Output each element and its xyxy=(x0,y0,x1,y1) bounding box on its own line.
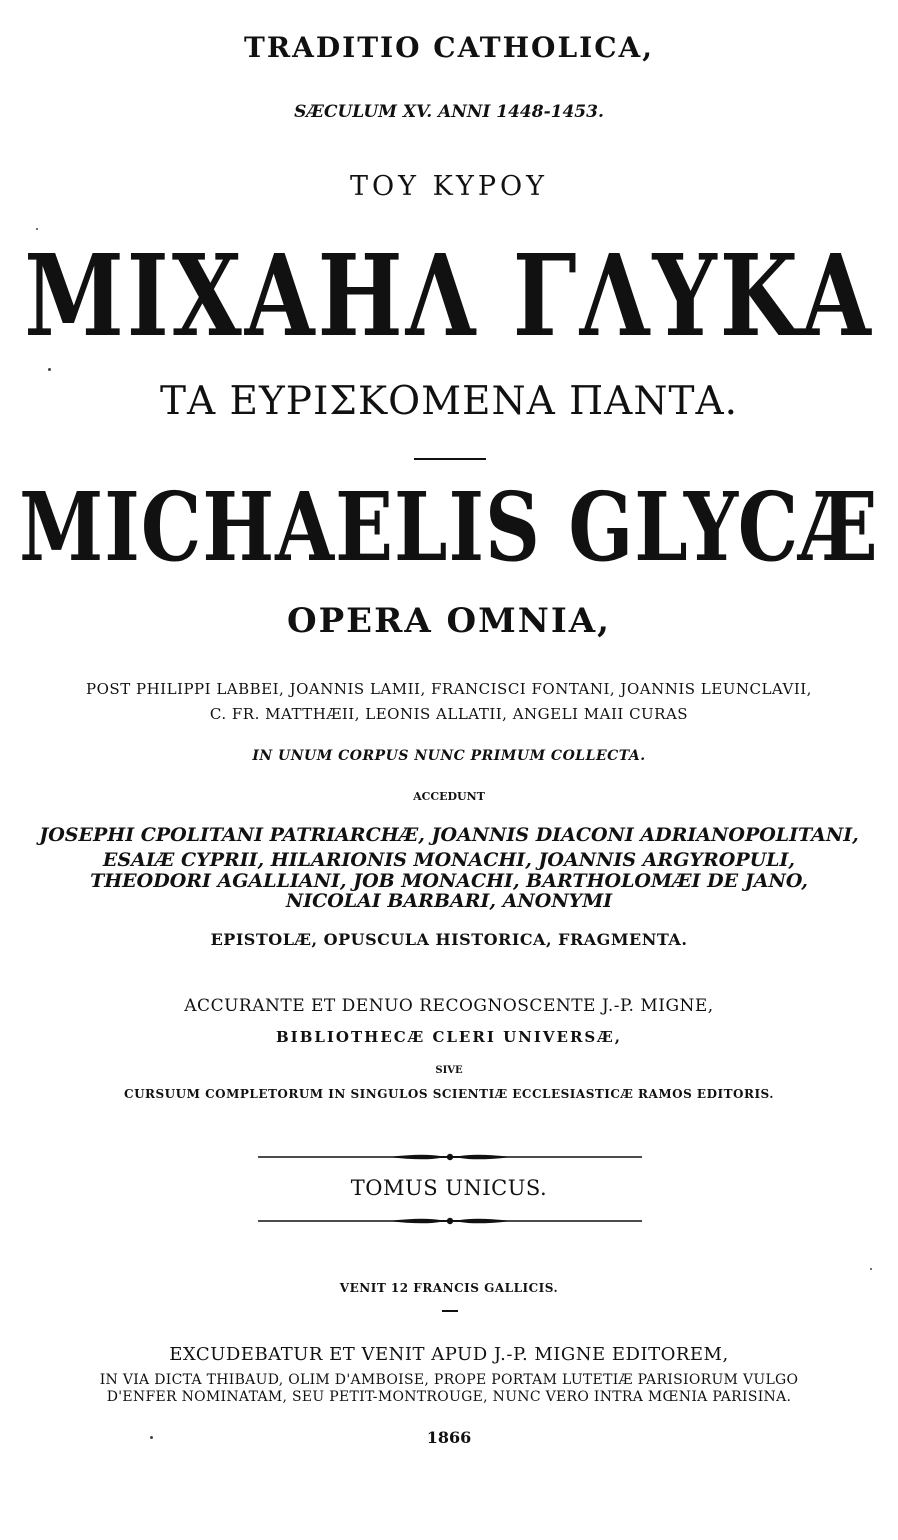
short-rule-divider xyxy=(414,458,486,460)
price-line: VENIT 12 FRANCIS GALLICIS. xyxy=(339,1281,559,1295)
cursuum-line: CURSUUM COMPLETORUM IN SINGULOS SCIENTIÆ ECCLESIASTICÆ RAMOS EDITORIS. xyxy=(124,1087,774,1101)
address-line-2: D'ENFER NOMINATAM, SEU PETIT-MONTROUGE, NUNC VERO INTRA MŒNIA PARISINA. xyxy=(106,1389,792,1405)
publication-year: 1866 xyxy=(426,1428,472,1447)
editors-line-2: C. FR. MATTHÆII, LEONIS ALLATII, ANGELI MAII CURAS xyxy=(209,705,689,723)
greek-author-name: ΜΙΧΑΗΛ ΓΛΥΚΑ xyxy=(24,230,874,363)
opera-omnia-heading: OPERA OMNIA, xyxy=(286,601,612,641)
address-line-1: IN VIA DICTA THIBAUD, OLIM D'AMBOISE, PROPE PORTAM LUTETIÆ PARISIORUM VULGO xyxy=(99,1372,799,1388)
bibliotheca-line: BIBLIOTHECÆ CLERI UNIVERSÆ, xyxy=(276,1028,622,1046)
accedunt-label: ACCEDUNT xyxy=(413,790,485,803)
excudebatur-line: EXCUDEBATUR ET VENIT APUD J.-P. MIGNE EDITOREM, xyxy=(169,1344,729,1365)
accedunt-authors-line-3: THEODORI AGALLIANI, JOB MONACHI, BARTHOLOMÆI DE JANO, xyxy=(90,870,808,892)
ornamental-rule-bottom xyxy=(258,1214,642,1228)
accedunt-authors-line-2: ESAIÆ CYPRII, HILARIONIS MONACHI, JOANNIS ARGYROPULI, xyxy=(102,849,796,871)
collected-line: IN UNUM CORPUS NUNC PRIMUM COLLECTA. xyxy=(252,748,646,764)
paper-speck xyxy=(48,368,51,371)
contents-line: EPISTOLÆ, OPUSCULA HISTORICA, FRAGMENTA. xyxy=(210,930,688,949)
tomus-line: TOMUS UNICUS. xyxy=(350,1176,548,1200)
accedunt-authors-line-4: NICOLAI BARBARI, ANONYMI xyxy=(285,890,613,912)
greek-article: TOY KYPOY xyxy=(350,171,548,202)
paper-speck xyxy=(150,1436,153,1439)
paper-speck xyxy=(36,228,38,230)
greek-works-line: ΤΑ ΕΥΡΙΣΚΟΜΕΝΑ ΠΑΝΤΑ. xyxy=(159,379,739,424)
ornamental-rule-top xyxy=(258,1150,642,1164)
collection-title: TRADITIO CATHOLICA, xyxy=(244,31,654,64)
editors-line-1: POST PHILIPPI LABBEI, JOANNIS LAMII, FRANCISCI FONTANI, JOANNIS LEUNCLAVII, xyxy=(86,680,812,698)
saeculum-line: SÆCULUM XV. ANNI 1448-1453. xyxy=(294,102,604,122)
short-dash-divider xyxy=(442,1310,458,1312)
latin-author-name: MICHAELIS GLYCÆ xyxy=(19,471,879,583)
sive-line: SIVE xyxy=(435,1065,463,1076)
accurante-line: ACCURANTE ET DENUO RECOGNOSCENTE J.-P. MIGNE, xyxy=(184,996,714,1016)
paper-speck xyxy=(870,1268,872,1270)
accedunt-authors-line-1: JOSEPHI CPOLITANI PATRIARCHÆ, JOANNIS DIACONI ADRIANOPOLITANI, xyxy=(39,824,859,846)
